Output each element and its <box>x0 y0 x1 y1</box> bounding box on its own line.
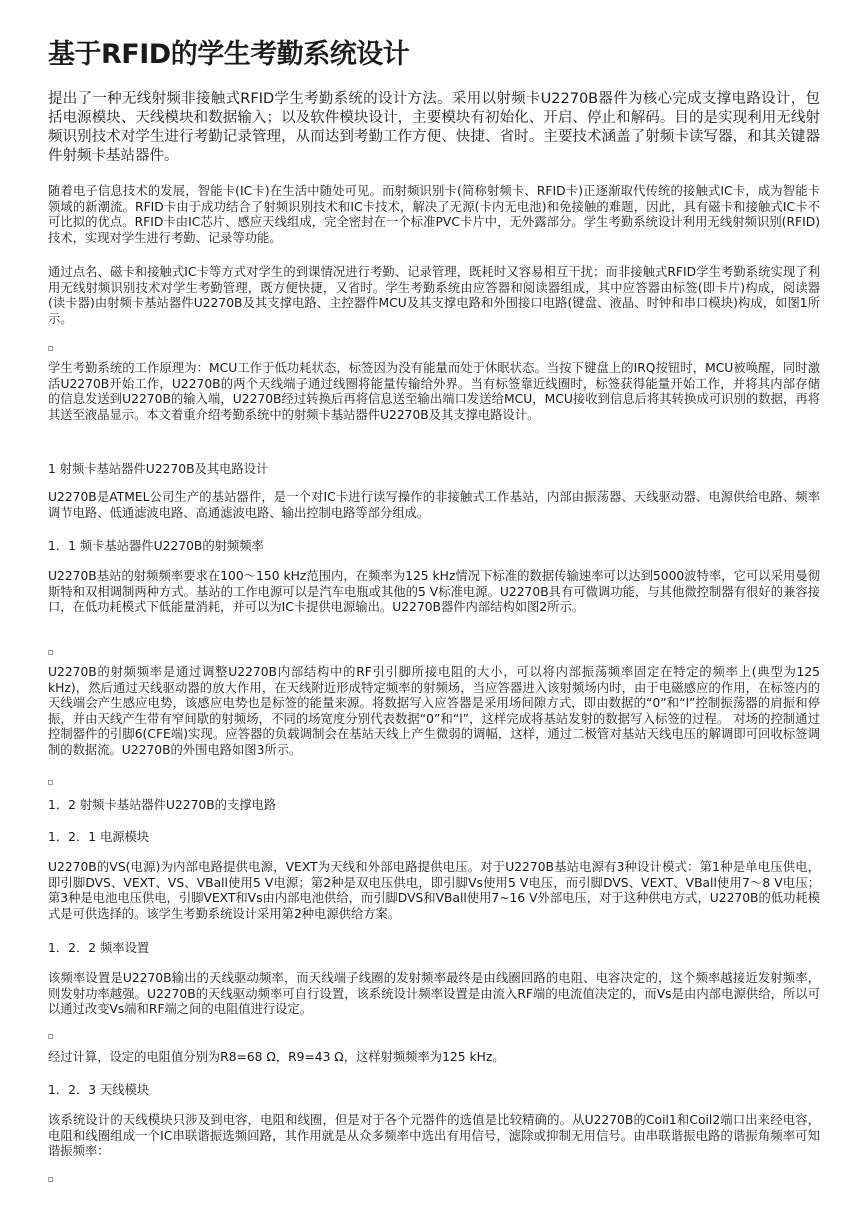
section-heading-1: 1 射频卡基站器件U2270B及其电路设计 <box>48 462 269 476</box>
figure-2-image-placeholder <box>48 650 53 655</box>
formula-image-placeholder <box>48 1034 53 1039</box>
figure-3-image-placeholder <box>48 780 53 785</box>
section-heading-1-2-2: 1．2．2 频率设置 <box>48 941 150 955</box>
section-heading-1-2: 1．2 射频卡基站器件U2270B的支撑电路 <box>48 798 277 812</box>
paragraph-working-principle: 学生考勤系统的工作原理为：MCU工作于低功耗状态，标签因为没有能量而处于休眠状态。当按下键盘上的IRQ按钮时，MCU被唤醒，同时激活U2270B开始工作，U2270B的两个天线端子通过线圈将能量传输给外界。当有标签靠近线圈时，标签获得能量开始工作，并将其内部存储的信息发送到U2270B的输入端，U2270B经过转换后再将信息送至输出端口发送给MCU，MCU接收到信息后将其转换成可识别的数据，再将其送至液晶显示。本文着重介绍考勤系统中的射频卡基站器件U2270B及其支撑电路设计。 <box>48 361 820 422</box>
formula-2-image-placeholder <box>48 1177 53 1182</box>
paragraph-intro: 随着电子信息技术的发展，智能卡(IC卡)在生活中随处可见。而射频识别卡(简称射频卡、RFID卡)正逐渐取代传统的接触式IC卡，成为智能卡领域的新潮流。RFID卡由于成功结合了射频识别技术和IC卡技术，解决了无源(卡内无电池)和免接触的难题，因此，具有磁卡和接触式IC卡不可比拟的优点。RFID卡由IC芯片、感应天线组成，完全密封在一个标准PVC卡片中，无外露部分。学生考勤系统设计利用无线射频识别(RFID)技术，实现对学生进行考勤、记录等功能。 <box>48 184 820 245</box>
page-title: 基于RFID的学生考勤系统设计 <box>48 39 410 70</box>
paragraph-antenna-module: 该系统设计的天线模块只涉及到电容，电阻和线圈，但是对于各个元器件的选值是比较精确的。从U2270B的Coil1和Coil2端口出来经电容，电阻和线圈组成一个IC串联谐振选频回路，其作用就是从众多频率中选出有用信号，滤除或抑制无用信号。由串联谐振电路的谐振角频率可知谐振频率： <box>48 1113 820 1159</box>
section-heading-1-1: 1．1 频卡基站器件U2270B的射频频率 <box>48 539 264 553</box>
section-heading-1-2-1: 1．2．1 电源模块 <box>48 830 150 844</box>
paragraph-system-overview: 通过点名、磁卡和接触式IC卡等方式对学生的到课情况进行考勤、记录管理，既耗时又容易相互干扰；而非接触式RFID学生考勤系统实现了利用无线射频识别技术对学生考勤管理，既方便快捷，又省时。学生考勤系统由应答器和阅读器组成，其中应答器由标签(即卡片)构成，阅读器(读卡器)由射频卡基站器件U2270B及其支撑电路、主控器件MCU及其支撑电路和外围接口电路(键盘、液晶、时钟和串口模块)构成，如图1所示。 <box>48 265 820 326</box>
paragraph-rf-frequency: U2270B基站的射频频率要求在100～150 kHz范围内，在频率为125 kHz情况下标准的数据传输速率可以达到5000波特率，它可以采用曼彻斯特和双相调制两种方式。基站的工作电源可以是汽车电瓶或其他的5 V标准电源。U2270B具有可微调功能，与其他微控制器有很好的兼容接口，在低功耗模式下低能量消耗，并可以为IC卡提供电源输出。U2270B器件内部结构如图2所示。 <box>48 569 820 615</box>
figure-1-image-placeholder <box>48 346 53 351</box>
paragraph-resistor-values: 经过计算，设定的电阻值分别为R8=68 Ω，R9=43 Ω，这样射频频率为125 kHz。 <box>48 1050 505 1064</box>
abstract: 提出了一种无线射频非接触式RFID学生考勤系统的设计方法。采用以射频卡U2270B器件为核心完成支撑电路设计，包括电源模块、天线模块和数据输入；以及软件模块设计，主要模块有初始化、开启、停止和解码。目的是实现利用无线射频识别技术对学生进行考勤记录管理，从而达到考勤工作方便、快捷、省时。主要技术涵盖了射频卡读写器，和其关键器件射频卡基站器件。 <box>48 91 820 164</box>
paragraph-rf-mechanism: U2270B的射频频率是通过调整U2270B内部结构中的RF引引脚所接电阻的大小，可以将内部振荡频率固定在特定的频率上(典型为125 kHz)，然后通过天线驱动器的放大作用，在天线附近形成特定频率的射频场，当应答器进入该射频场内时，由于电磁感应的作用，在标签内的天线端会产生感应电势，该感应电势也是标签的能量来源。将数据写入应答器是采用场间隙方式，即由数据的“0”和“l”控制振荡器的肩振和停振，并由天线产生带有窄间歇的射频场，不同的场宽度分别代表数据“0”和“l”，这样完成将基站发射的数据写入标签的过程。 对场的控制通过控制器件的引脚6(CFE端)实现。应答器的负载调制会在基站天线上产生微弱的调幅，这样，通过二极管对基站天线电压的解调即可回收标签调制的数据流。U2270B的外围电路如图3所示。 <box>48 665 820 757</box>
paragraph-power-module: U2270B的VS(电源)为内部电路提供电源，VEXT为天线和外部电路提供电压。对于U2270B基站电源有3种设计模式：第1种是单电压供电，即引脚DVS、VEXT、VS、VBall使用5 V电源；第2种是双电压供电，即引脚Vs使用5 V电压，而引脚DVS、VEXT、VBall使用7～8 V电压；第3种是电池电压供电，引脚VEXT和Vs由内部电池供给，而引脚DVS和VBall使用7~16 V外部电压，对于这种供电方式，U2270B的低功耗模式是可供选择的。该学生考勤系统设计采用第2种电源供给方案。 <box>48 860 820 921</box>
paragraph-u2270b-intro: U2270B是ATMEL公司生产的基站器件，是一个对IC卡进行读写操作的非接触式工作基站，内部由振荡器、天线驱动器、电源供给电路、频率调节电路、低通滤波电路、高通滤波电路、输出控制电路等部分组成。 <box>48 490 820 520</box>
section-heading-1-2-3: 1．2．3 天线模块 <box>48 1083 150 1097</box>
paragraph-frequency-setting: 该频率设置是U2270B输出的天线驱动频率，而天线端子线圈的发射频率最终是由线圈回路的电阻、电容决定的，这个频率越接近发射频率，则发射功率越强。U2270B的天线驱动频率可自行设置，该系统设计频率设置是由流入RF端的电流值决定的，而Vs是由内部电源供给，所以可以通过改变Vs端和RF端之间的电阻值进行设定。 <box>48 971 820 1017</box>
